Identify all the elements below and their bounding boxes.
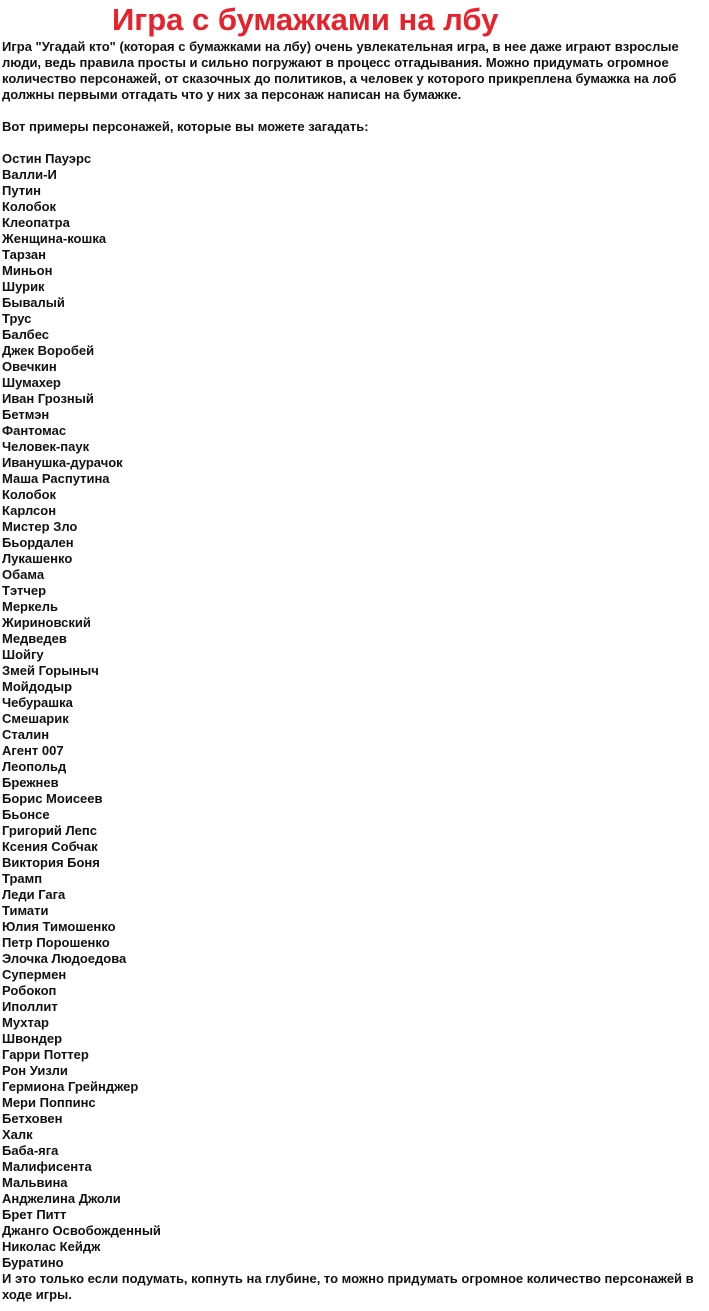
character-list-item: Шойгу: [2, 647, 44, 662]
outro-paragraph: И это только если подумать, копнуть на глубине, то можно придумать огромное количество персонажей в ходе игры.: [2, 1271, 694, 1302]
character-list-item: Овечкин: [2, 359, 57, 374]
character-list-item: Чебурашка: [2, 695, 73, 710]
character-list-item: Леопольд: [2, 759, 67, 774]
character-list-item: Брежнев: [2, 775, 59, 790]
character-list-item: Меркель: [2, 599, 58, 614]
page-title: Игра с бумажками на лбу: [112, 2, 499, 37]
character-list-item: Миньон: [2, 263, 53, 278]
character-list-item: Трамп: [2, 871, 43, 886]
character-list-item: Шурик: [2, 279, 45, 294]
character-list-item: Человек-паук: [2, 439, 90, 454]
character-list-item: Леди Гага: [2, 887, 66, 902]
character-list-item: Жириновский: [2, 615, 91, 630]
character-list-item: Ксения Собчак: [2, 839, 98, 854]
character-list-item: Маша Распутина: [2, 471, 110, 486]
character-list-item: Мухтар: [2, 1015, 49, 1030]
character-list-item: Петр Порошенко: [2, 935, 110, 950]
character-list-item: Юлия Тимошенко: [2, 919, 116, 934]
character-list-item: Медведев: [2, 631, 67, 646]
character-list-item: Джек Воробей: [2, 343, 95, 358]
character-list-item: Гермиона Грейнджер: [2, 1079, 139, 1094]
character-list-item: Бьордален: [2, 535, 74, 550]
character-list-item: Трус: [2, 311, 32, 326]
character-list-item: Колобок: [2, 487, 57, 502]
character-list-item: Гарри Поттер: [2, 1047, 89, 1062]
character-list-item: Супермен: [2, 967, 67, 982]
character-list-item: Борис Моисеев: [2, 791, 103, 806]
character-list-item: Обама: [2, 567, 45, 582]
character-list-item: Сталин: [2, 727, 50, 742]
character-list-item: Агент 007: [2, 743, 64, 758]
character-list-item: Смешарик: [2, 711, 69, 726]
character-list-item: Остин Пауэрс: [2, 151, 92, 166]
character-list-item: Элочка Людоедова: [2, 951, 127, 966]
character-list-item: Мистер Зло: [2, 519, 78, 534]
character-list-item: Иван Грозный: [2, 391, 94, 406]
character-list-item: Баба-яга: [2, 1143, 59, 1158]
examples-label: Вот примеры персонажей, которые вы можете загадать:: [2, 119, 369, 134]
character-list-item: Тимати: [2, 903, 49, 918]
character-list-item: Николас Кейдж: [2, 1239, 101, 1254]
character-list-item: Анджелина Джоли: [2, 1191, 121, 1206]
character-list-item: Фантомас: [2, 423, 67, 438]
character-list-item: Виктория Боня: [2, 855, 100, 870]
character-list-item: Иполлит: [2, 999, 58, 1014]
character-list-item: Бьонсе: [2, 807, 50, 822]
character-list-item: Брет Питт: [2, 1207, 67, 1222]
character-list-item: Григорий Лепс: [2, 823, 97, 838]
intro-paragraph: Игра "Угадай кто" (которая с бумажками на лбу) очень увлекательная игра, в нее даже играют взрослые люди, ведь правила просты и сильно погружают в процесс отгадывания. Можно придумать огромное количество персонажей, от сказочных до политиков, а человек у которого прикреплена бумажка на лоб должны первыми отгадать что у них за персонаж написан на бумажке.: [2, 39, 679, 102]
character-list-item: Тарзан: [2, 247, 46, 262]
character-list-item: Валли-И: [2, 167, 57, 182]
character-list-item: Швондер: [2, 1031, 63, 1046]
character-list-item: Мальвина: [2, 1175, 68, 1190]
character-list-item: Мери Поппинс: [2, 1095, 96, 1110]
character-list-item: Бетховен: [2, 1111, 63, 1126]
character-list: [2, 151, 707, 1271]
character-list-item: Халк: [2, 1127, 33, 1142]
article: [2, 0, 707, 1303]
character-list-item: Балбес: [2, 327, 49, 342]
character-list-item: Малифисента: [2, 1159, 92, 1174]
character-list-item: Клеопатра: [2, 215, 70, 230]
character-list-item: Лукашенко: [2, 551, 73, 566]
character-list-item: Тэтчер: [2, 583, 47, 598]
character-list-item: Путин: [2, 183, 41, 198]
character-list-item: Змей Горыныч: [2, 663, 99, 678]
character-list-item: Робокоп: [2, 983, 57, 998]
character-list-item: Колобок: [2, 199, 57, 214]
character-list-item: Рон Уизли: [2, 1063, 68, 1078]
character-list-item: Буратино: [2, 1255, 64, 1270]
spacer: [2, 135, 707, 151]
character-list-item: Бывалый: [2, 295, 65, 310]
character-list-item: Мойдодыр: [2, 679, 73, 694]
character-list-item: Карлсон: [2, 503, 57, 518]
spacer: [2, 103, 707, 119]
character-list-item: Джанго Освобожденный: [2, 1223, 161, 1238]
character-list-item: Шумахер: [2, 375, 61, 390]
character-list-item: Иванушка-дурачок: [2, 455, 123, 470]
character-list-item: Бетмэн: [2, 407, 50, 422]
character-list-item: Женщина-кошка: [2, 231, 107, 246]
